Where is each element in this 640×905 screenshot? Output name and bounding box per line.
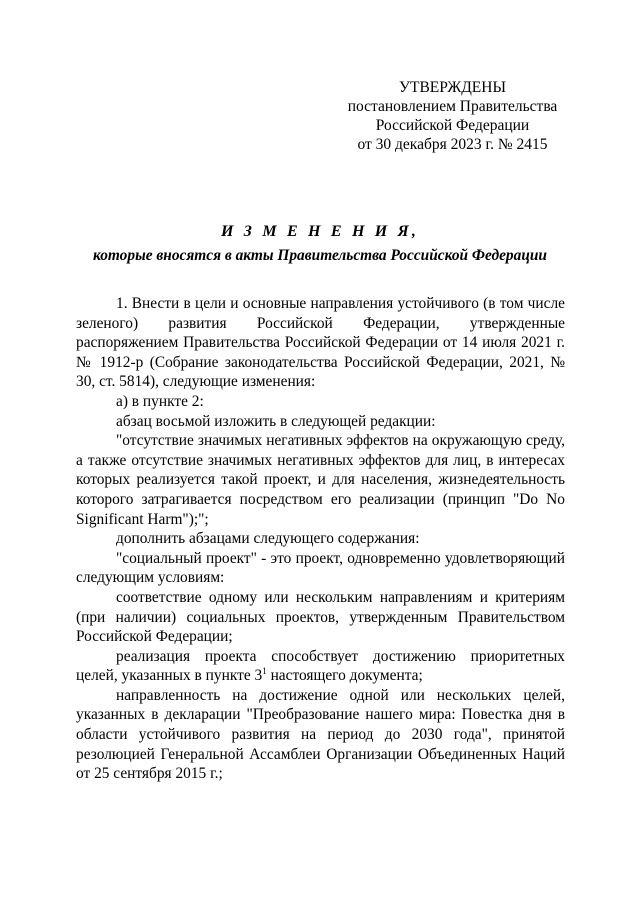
approval-heading: УТВЕРЖДЕНЫ xyxy=(399,79,506,96)
paragraph: 1. Внести в цели и основные направления устойчивого (в том числе зеленого) развития Российской Федерации, утвержденные распоряжением Правительства Российской Федерации от 14 июля 2021 г. № 1912-р (Собрание законодательства Российской Федерации, 2021, № 30, ст. 5814), следующие изменения: xyxy=(76,295,565,391)
approval-line: Российской Федерации xyxy=(375,117,530,134)
paragraph: а) в пункте 2: xyxy=(116,392,204,410)
paragraph xyxy=(76,647,565,686)
superscript: 1 xyxy=(262,666,267,677)
paragraph-text: настоящего документа; xyxy=(266,667,423,685)
document-title: И З М Е Н Е Н И Я, xyxy=(220,223,420,240)
paragraph: "социальный проект" - это проект, одновременно удовлетворяющий следующим условиям: xyxy=(76,549,565,587)
paragraph: абзац восьмой изложить в следующей редакции: xyxy=(116,412,436,430)
document-body xyxy=(76,294,565,784)
paragraph: "отсутствие значимых негативных эффектов на окружающую среду, а также отсутствие значимых негативных эффектов для лиц, в интересах которых реализуется такой проект, и для населения, жизнедеятельность которого затрагивается посредством его реализации (принцип "Do No Significant Harm");"; xyxy=(76,432,565,528)
approval-block xyxy=(330,78,575,154)
approval-line: постановлением Правительства xyxy=(347,98,558,115)
approval-date: от 30 декабря 2023 г. № 2415 xyxy=(357,136,548,153)
paragraph-text: реализация проекта способствует достижению приоритетных целей, указанных в пункте 3 xyxy=(76,647,565,685)
paragraph: дополнить абзацами следующего содержания: xyxy=(116,530,420,548)
paragraph: направленность на достижение одной или нескольких целей, указанных в декларации "Преобразование нашего мира: Повестка дня в области устойчивого развития на период до 2030 года", принятой резолюцией Генеральной Ассамблеи Организации Объединенных Наций от 25 сентября 2015 г.; xyxy=(76,686,565,783)
paragraph: соответствие одному или нескольким направлениям и критериям (при наличии) социальных проектов, утвержденным Правительством Российской Федерации; xyxy=(76,588,565,646)
document-subtitle: которые вносятся в акты Правительства Российской Федерации xyxy=(93,247,547,264)
